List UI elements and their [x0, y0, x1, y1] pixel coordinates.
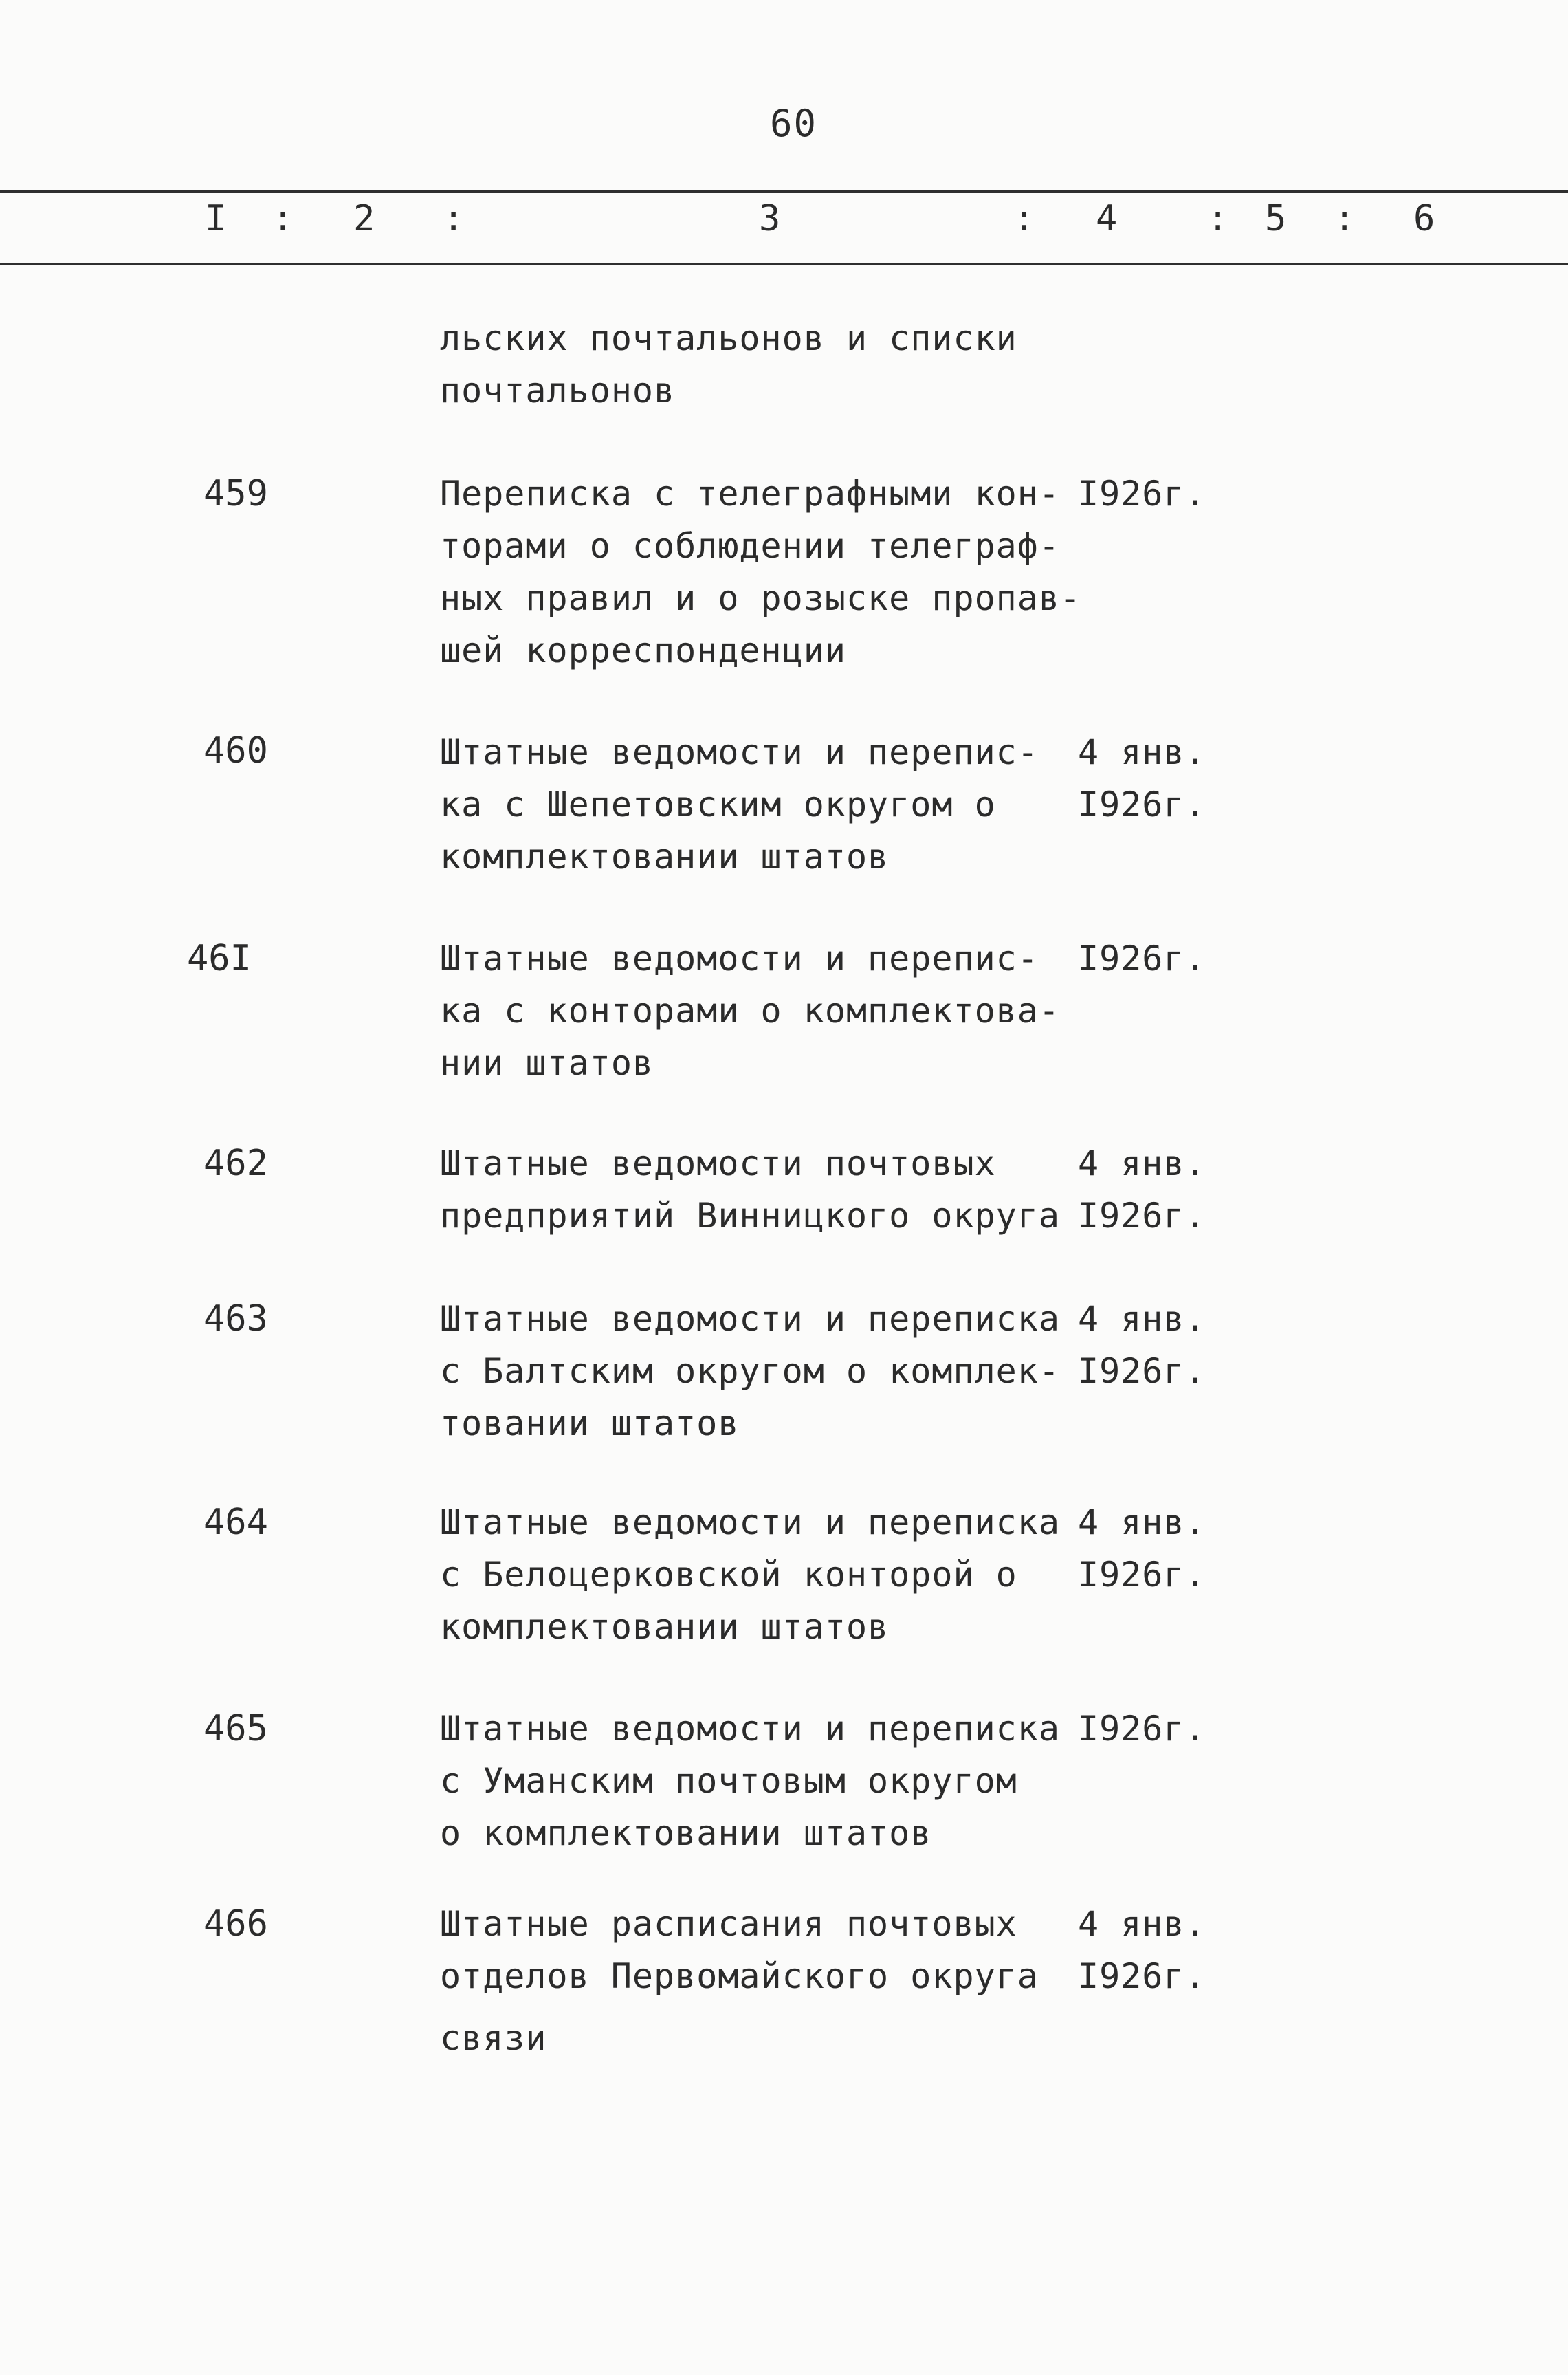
- entry-title: Штатные ведомости почтовых предприятий Винницкого округа: [440, 1143, 1060, 1236]
- entry-number: 465: [203, 1708, 268, 1749]
- entry-date: 4 янв. I926г.: [1078, 732, 1206, 824]
- column-header-4: 4: [1096, 198, 1118, 239]
- entry-number: 464: [203, 1502, 268, 1543]
- header-rule-bottom: [0, 263, 1568, 265]
- column-separator: :: [272, 198, 294, 239]
- entry-date: I926г.: [1078, 474, 1206, 514]
- page-number: 60: [770, 102, 818, 145]
- entry-date: 4 янв. I926г.: [1078, 1502, 1206, 1595]
- entry-number: 466: [203, 1903, 268, 1945]
- entry-title: Штатные ведомости и перепис- ка с конторами о комплектова- нии штатов: [440, 939, 1060, 1083]
- header-rule-top: [0, 190, 1568, 193]
- column-header-1: I: [205, 198, 227, 239]
- entry-date: I926г.: [1078, 939, 1206, 978]
- entry-number: 460: [203, 730, 268, 771]
- column-separator: :: [1207, 198, 1229, 239]
- column-header-3: 3: [759, 198, 781, 239]
- entry-date: 4 янв. I926г.: [1078, 1299, 1206, 1391]
- entry-title: Штатные ведомости и переписка с Балтским округом о комплек- товании штатов: [440, 1299, 1060, 1443]
- entry-title: Штатные ведомости и перепис- ка с Шепетовским округом о комплектовании штатов: [440, 732, 1039, 877]
- continuation-text: льских почтальонов и списки почтальонов: [440, 318, 1017, 411]
- entry-date: I926г.: [1078, 1709, 1206, 1749]
- column-header-5: 5: [1265, 198, 1287, 239]
- column-header-2: 2: [353, 198, 375, 239]
- entry-title: Штатные ведомости и переписка с Белоцерковской конторой о комплектовании штатов: [440, 1502, 1060, 1647]
- column-header-6: 6: [1413, 198, 1435, 239]
- entry-number: 459: [203, 473, 268, 514]
- entry-title: Переписка с телеграфными кон- торами о соблюдении телеграф- ных правил и о розыске пропав- шей корреспонденции: [440, 474, 1082, 670]
- entry-number: 462: [203, 1143, 268, 1184]
- entry-date: 4 янв. I926г.: [1078, 1143, 1206, 1236]
- column-separator: :: [1013, 198, 1035, 239]
- entry-number: 463: [203, 1298, 268, 1339]
- column-separator: :: [443, 198, 465, 239]
- entry-title: Штатные расписания почтовых отделов Первомайского округа связи: [440, 1904, 1039, 2058]
- entry-title: Штатные ведомости и переписка с Уманским почтовым округом о комплектовании штатов: [440, 1709, 1060, 1853]
- entry-date: 4 янв. I926г.: [1078, 1904, 1206, 1996]
- entry-number: 46I: [187, 938, 252, 979]
- column-separator: :: [1334, 198, 1356, 239]
